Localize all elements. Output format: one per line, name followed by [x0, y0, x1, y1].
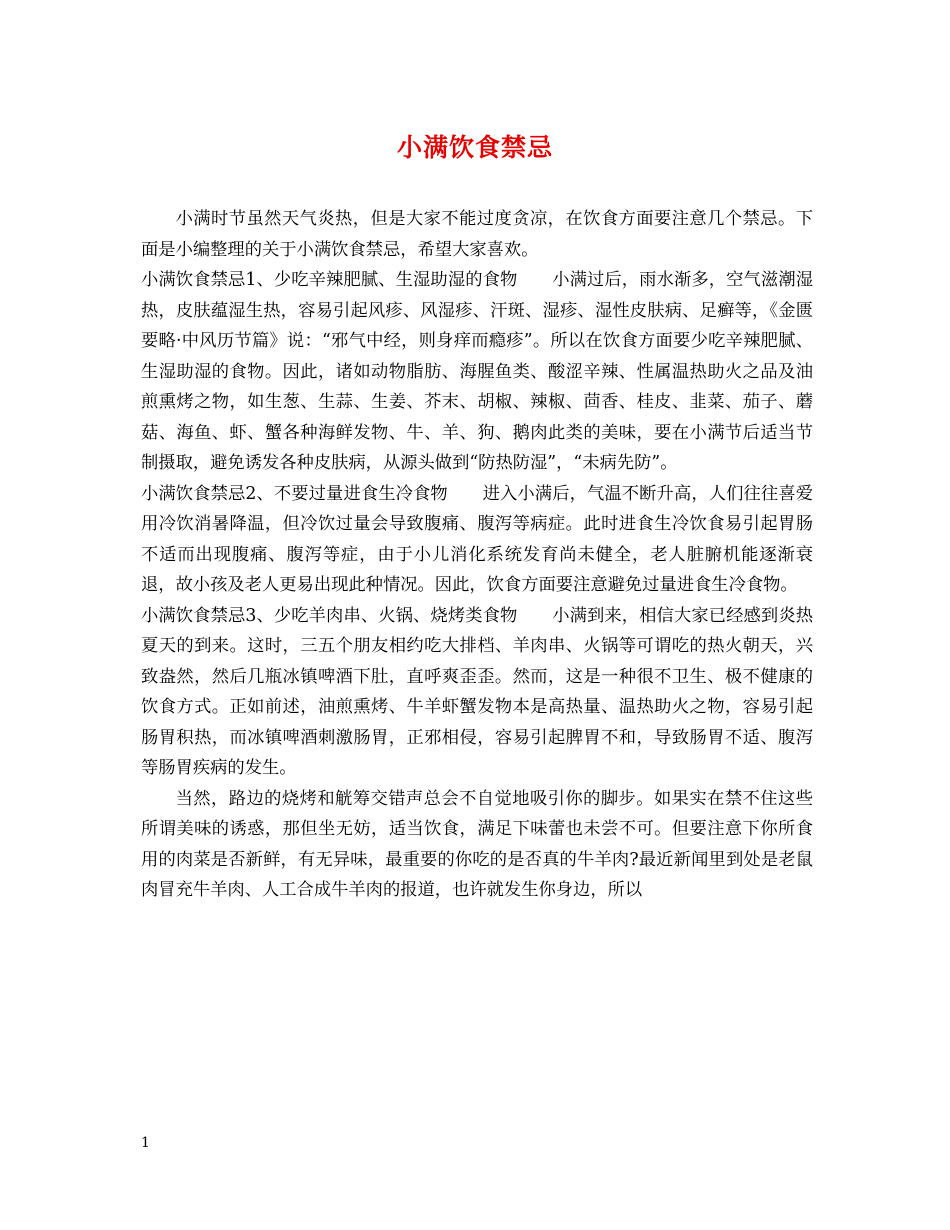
- paragraph-conclusion: 当然，路边的烧烤和觥筹交错声总会不自觉地吸引你的脚步。如果实在禁不住这些所谓美味的诱惑，那但坐无妨，适当饮食，满足下味蕾也未尝不可。但要注意下你所食用的肉菜是否新鲜，有无异味，最重要的你吃的是否真的牛羊肉?最近新闻里到处是老鼠肉冒充牛羊肉、人工合成牛羊肉的报道，也许就发生你身边，所以: [141, 788, 813, 900]
- paragraph-taboo-3: 小满饮食禁忌3、少吃羊肉串、火锅、烧烤类食物 小满到来，相信大家已经感到炎热夏天的到来。这时，三五个朋友相约吃大排档、羊肉串、火锅等可谓吃的热火朝天，兴致盎然，然后几瓶冰镇啤酒下肚，直呼爽歪歪。然而，这是一种很不卫生、极不健康的饮食方式。正如前述，油煎熏烤、牛羊虾蟹发物本是高热量、温热助火之物，容易引起肠胃积热，而冰镇啤酒刺激肠胃，正邪相侵，容易引起脾胃不和，导致肠胃不适、腹泻等肠胃疾病的发生。: [141, 605, 813, 778]
- paragraph-intro: 小满时节虽然天气炎热，但是大家不能过度贪凉，在饮食方面要注意几个禁忌。下面是小编整理的关于小满饮食禁忌，希望大家喜欢。: [141, 209, 813, 260]
- page-number: 1: [141, 1135, 150, 1151]
- page-title: 小满饮食禁忌: [396, 133, 553, 162]
- paragraph-taboo-2: 小满饮食禁忌2、不要过量进食生冷食物 进入小满后，气温不断升高，人们往往喜爱用冷饮消暑降温，但冷饮过量会导致腹痛、腹泻等病症。此时进食生冷饮食易引起胃肠不适而出现腹痛、腹泻等症，由于小儿消化系统发育尚未健全，老人脏腑机能逐渐衰退，故小孩及老人更易出现此种情况。因此，饮食方面要注意避免过量进食生冷食物。: [141, 483, 813, 595]
- document-body: [141, 204, 813, 906]
- paragraph-taboo-1: 小满饮食禁忌1、少吃辛辣肥腻、生湿助湿的食物 小满过后，雨水渐多，空气滋潮湿热，皮肤蕴湿生热，容易引起风疹、风湿疹、汗斑、湿疹、湿性皮肤病、足癣等，《金匮要略·中风历节篇》说：“邪气中经，则身痒而瘾疹”。所以在饮食方面要少吃辛辣肥腻、生湿助湿的食物。因此，诸如动物脂肪、海腥鱼类、酸涩辛辣、性属温热助火之品及油煎熏烤之物，如生葱、生蒜、生姜、芥末、胡椒、辣椒、茴香、桂皮、韭菜、茄子、蘑菇、海鱼、虾、蟹各种海鲜发物、牛、羊、狗、鹅肉此类的美味，要在小满节后适当节制摄取，避免诱发各种皮肤病，从源头做到“防热防湿”，“未病先防”。: [141, 270, 813, 473]
